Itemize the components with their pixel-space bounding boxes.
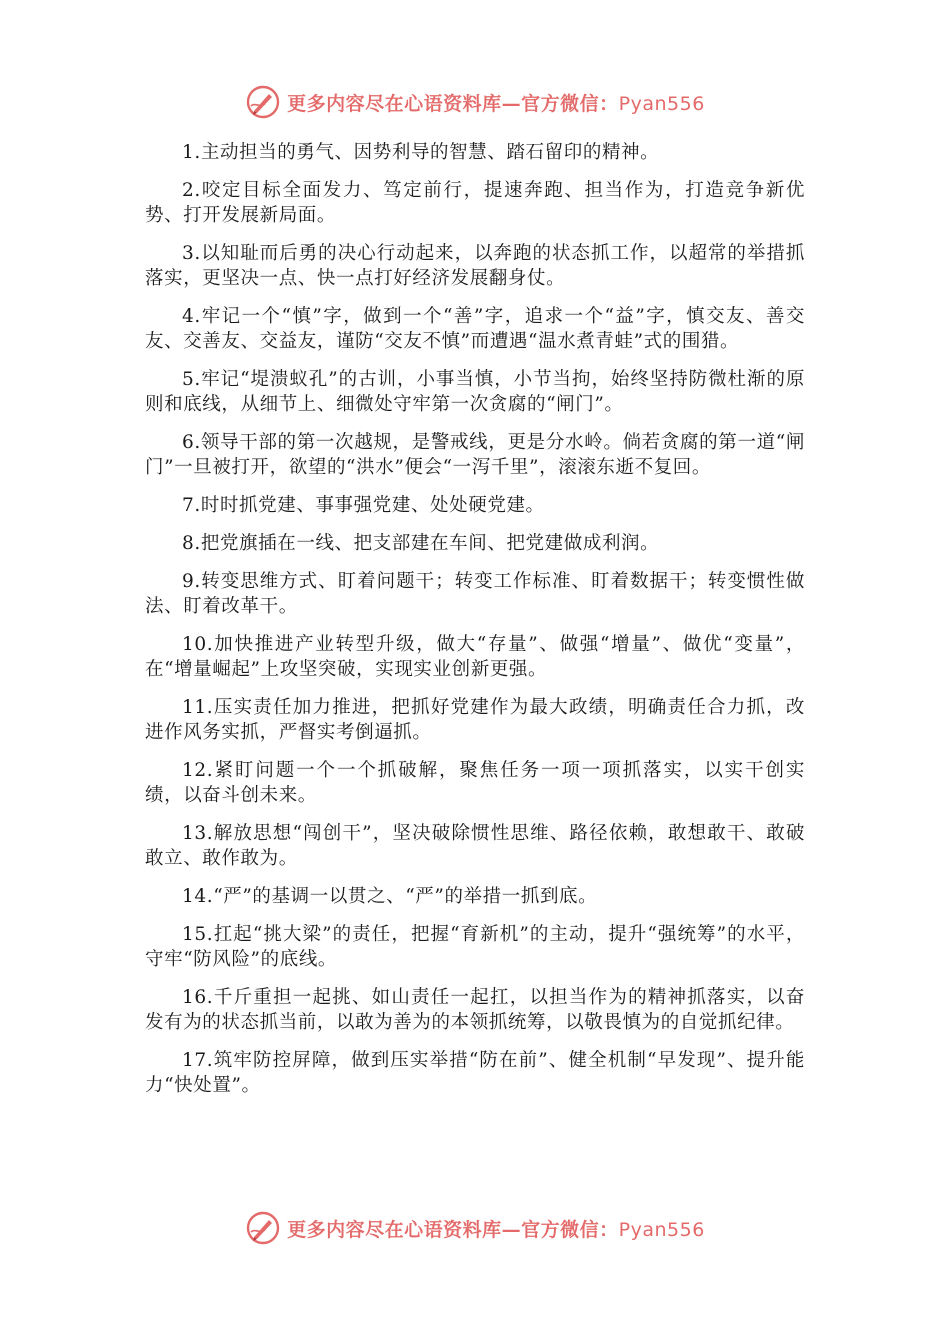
paragraph-13: 13.解放思想“闯创干”，坚决破除惯性思维、路径依赖，敢想敢干、敢破敢立、敢作敢为。: [145, 823, 805, 869]
paragraph-2: 2.咬定目标全面发力、笃定前行，提速奔跑、担当作为，打造竞争新优势、打开发展新局面。: [145, 180, 805, 226]
footer-watermark-banner: [0, 1208, 950, 1248]
paragraph-17: 17.筑牢防控屏障，做到压实举措“防在前”、健全机制“早发现”、提升能力“快处置”。: [145, 1050, 805, 1096]
paragraph-7: 7.时时抓党建、事事强党建、处处硬党建。: [182, 495, 545, 516]
paragraph-12: 12.紧盯问题一个一个抓破解，聚焦任务一项一项抓落实，以实干创实绩，以奋斗创未来。: [145, 760, 805, 806]
footer-watermark-label: 更多内容尽在心语资料库—官方微信：: [287, 1218, 619, 1241]
paragraph-6: 6.领导干部的第一次越规，是警戒线，更是分水岭。倘若贪腐的第一道“闸门”一旦被打开，欲望的“洪水”便会“一泻千里”，滚滚东逝不复回。: [145, 432, 805, 478]
pen-logo-icon: [245, 84, 281, 120]
paragraph-10: 10.加快推进产业转型升级，做大“存量”、做强“增量”、做优“变量”，在“增量崛起”上攻坚突破，实现实业创新更强。: [145, 634, 805, 680]
header-watermark-wechat: Pyan556: [618, 92, 705, 115]
header-watermark-text: [287, 89, 705, 116]
footer-watermark-inner: [245, 1210, 705, 1246]
paragraph-3: 3.以知耻而后勇的决心行动起来，以奔跑的状态抓工作，以超常的举措抓落实，更坚决一点、快一点打好经济发展翻身仗。: [145, 243, 805, 289]
footer-watermark-text: [287, 1215, 705, 1242]
paragraph-5: 5.牢记“堤溃蚁孔”的古训，小事当慎，小节当拘，始终坚持防微杜渐的原则和底线，从细节上、细微处守牢第一次贪腐的“闸门”。: [145, 369, 805, 415]
paragraph-4: 4.牢记一个“慎”字，做到一个“善”字，追求一个“益”字，慎交友、善交友、交善友、交益友，谨防“交友不慎”而遭遇“温水煮青蛙”式的围猎。: [145, 306, 805, 352]
header-watermark-banner: [0, 82, 950, 122]
paragraph-9: 9.转变思维方式、盯着问题干；转变工作标准、盯着数据干；转变惯性做法、盯着改革干。: [145, 571, 805, 617]
paragraph-8: 8.把党旗插在一线、把支部建在车间、把党建做成利润。: [182, 533, 660, 554]
pen-logo-icon: [245, 1210, 281, 1246]
paragraph-16: 16.千斤重担一起挑、如山责任一起扛，以担当作为的精神抓落实，以奋发有为的状态抓当前，以敢为善为的本领抓统筹，以敬畏慎为的自觉抓纪律。: [145, 987, 805, 1033]
header-watermark-label: 更多内容尽在心语资料库—官方微信：: [287, 92, 619, 115]
paragraph-1: 1.主动担当的勇气、因势利导的智慧、踏石留印的精神。: [182, 142, 660, 163]
paragraph-14: 14.“严”的基调一以贯之、“严”的举措一抓到底。: [182, 886, 598, 907]
document-body: [145, 140, 805, 1111]
paragraph-15: 15.扛起“挑大梁”的责任，把握“育新机”的主动，提升“强统筹”的水平，守牢“防风险”的底线。: [145, 924, 805, 970]
footer-watermark-wechat: Pyan556: [618, 1218, 705, 1241]
header-watermark-inner: [245, 84, 705, 120]
paragraph-11: 11.压实责任加力推进，把抓好党建作为最大政绩，明确责任合力抓，改进作风务实抓，严督实考倒逼抓。: [145, 697, 805, 743]
